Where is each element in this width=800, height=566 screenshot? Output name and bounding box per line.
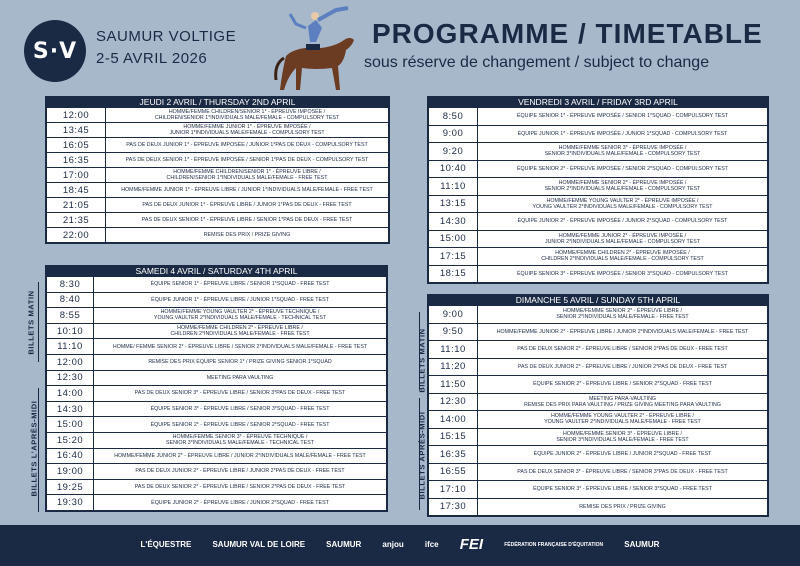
schedule-description — [106, 228, 388, 242]
schedule-time: 8:55 — [47, 308, 93, 323]
description-line: ÉQUIPE SENIOR 3* - ÉPREUVE LIBRE / SENIOR 3*SQUAD - FREE TEST — [150, 406, 330, 412]
event-logo: S·V — [24, 20, 86, 82]
day-title: JEUDI 2 AVRIL / THURSDAY 2ND APRIL — [139, 97, 296, 107]
schedule-description — [478, 446, 767, 463]
schedule-rows — [47, 277, 386, 510]
description-line: PAS DE DEUX SENIOR 1* - ÉPREUVE LIBRE / SENIOR 1*PAS DE DEUX - FREE TEST — [141, 216, 353, 223]
schedule-time: 12:30 — [47, 371, 93, 386]
schedule-row — [429, 143, 767, 160]
schedule-time: 19:30 — [47, 495, 93, 510]
side-label-afternoon: BILLETS L'APRÈS-MIDI — [29, 400, 39, 497]
schedule-description — [94, 293, 386, 308]
description-line: PAS DE DEUX JUNIOR 1* - ÉPREUVE IMPOSÉE / JUNIOR 1*PAS DE DEUX - COMPULSORY TEST — [126, 141, 368, 148]
description-line: JUNIOR 1*INDIVIDUALS MALE/FEMALE - COMPULSORY TEST — [169, 130, 325, 136]
schedule-description — [478, 143, 767, 160]
schedule-time: 10:10 — [47, 324, 93, 339]
schedule-description — [94, 308, 386, 323]
description-line: REMISE DES PRIX / PRIZE GIVING — [579, 503, 666, 510]
schedule-time: 15:15 — [429, 429, 477, 446]
schedule-row — [47, 339, 386, 354]
schedule-time: 15:00 — [47, 417, 93, 432]
schedule-row — [429, 178, 767, 195]
day-panel-sunday — [427, 294, 769, 517]
sponsor-logo: ifce — [424, 540, 439, 550]
schedule-time: 11:10 — [47, 339, 93, 354]
schedule-row — [429, 341, 767, 358]
schedule-row — [47, 198, 388, 212]
schedule-description — [94, 480, 386, 495]
day-panel-saturday — [45, 265, 388, 512]
description-line: ÉQUIPE SENIOR 1* - ÉPREUVE IMPOSÉE / SENIOR 1*SQUAD - COMPULSORY TEST — [516, 113, 729, 120]
description-line: SENIOR 3*INDIVIDUALS MALE/FEMALE - TECHNICAL TEST — [166, 440, 314, 447]
schedule-row — [429, 213, 767, 230]
schedule-description — [94, 464, 386, 479]
schedule-description — [478, 324, 767, 341]
schedule-description — [478, 178, 767, 195]
description-line: ÉQUIPE JUNIOR 2* - ÉPREUVE LIBRE / JUNIOR 2*SQUAD - FREE TEST — [151, 499, 329, 506]
schedule-time: 16:35 — [47, 153, 105, 167]
schedule-row — [429, 266, 767, 283]
description-line: ÉQUIPE JUNIOR 1* - ÉPREUVE LIBRE / JUNIOR 1*SQUAD - FREE TEST — [151, 296, 329, 303]
side-label-afternoon-sunday: BILLETS APRÈS-MIDI — [417, 411, 427, 500]
description-line: SENIOR 2*INDIVIDUALS MALE/FEMALE - COMPULSORY TEST — [544, 186, 701, 193]
description-line: ÉQUIPE JUNIOR 1* - ÉPREUVE IMPOSÉE / JUNIOR 1*SQUAD - COMPULSORY TEST — [517, 130, 728, 137]
schedule-time: 10:40 — [429, 161, 477, 178]
description-line: JUNIOR 2*INDIVIDUALS MALE/FEMALE - COMPULSORY TEST — [544, 238, 701, 245]
schedule-row — [429, 248, 767, 265]
description-line: PAS DE DEUX JUNIOR 2* - ÉPREUVE LIBRE / JUNIOR 2*PAS DE DEUX - FREE TEST — [517, 363, 728, 370]
description-line: PAS DE DEUX SENIOR 1* - ÉPREUVE IMPOSÉE / SENIOR 1*PAS DE DEUX - COMPULSORY TEST — [125, 156, 369, 163]
schedule-row — [47, 402, 386, 417]
description-line: SENIOR 2*INDIVIDUALS MALE/FEMALE - FREE TEST — [556, 314, 689, 321]
schedule-time: 12:00 — [47, 108, 105, 122]
schedule-row — [429, 499, 767, 516]
description-line: HOMME/FEMME YOUNG VAULTER 2* - ÉPREUVE TECHNIQUE / — [160, 309, 320, 316]
schedule-description — [106, 123, 388, 137]
schedule-time: 16:35 — [429, 446, 477, 463]
schedule-row — [429, 429, 767, 446]
schedule-time: 18:15 — [429, 266, 477, 283]
description-line: HOMME/FEMME CHILDREN/SENIOR 1* - ÉPREUVE IMPOSÉE / — [168, 108, 326, 115]
schedule-time: 16:55 — [429, 464, 477, 481]
description-line: HOMME/FEMME JUNIOR 1* - ÉPREUVE IMPOSÉE / — [183, 123, 311, 130]
schedule-row — [47, 495, 386, 510]
schedule-row — [47, 324, 386, 339]
description-line: HOMME/FEMME JUNIOR 1* - ÉPREUVE LIBRE / JUNIOR 1*INDIVIDUALS MALE/FEMALE - FREE TEST — [121, 186, 373, 193]
sponsor-logo: SAUMUR — [624, 540, 660, 550]
schedule-description — [94, 495, 386, 510]
sponsor-footer — [0, 525, 800, 566]
schedule-description — [478, 341, 767, 358]
schedule-row — [429, 376, 767, 393]
description-line: ÉQUIPE SENIOR 3* - ÉPREUVE LIBRE / SENIOR 3*SQUAD - FREE TEST — [533, 486, 712, 493]
schedule-row — [429, 324, 767, 341]
description-line: SENIOR 3*INDIVIDUALS MALE/FEMALE - COMPULSORY TEST — [544, 151, 701, 158]
schedule-description — [478, 161, 767, 178]
schedule-time: 9:00 — [429, 126, 477, 143]
description-line: HOMME/FEMME YOUNG VAULTER 2* - ÉPREUVE LIBRE / — [550, 413, 695, 420]
schedule-description — [478, 499, 767, 516]
description-line: CHILDREN/SENIOR 1*INDIVIDUALS MALE/FEMALE - FREE TEST — [166, 175, 328, 181]
schedule-row — [47, 449, 386, 464]
schedule-row — [429, 481, 767, 498]
day-panel-thursday — [45, 96, 390, 244]
schedule-time: 14:30 — [47, 402, 93, 417]
sponsor-logo: FÉDÉRATION FRANÇAISE D'ÉQUITATION — [504, 541, 604, 548]
description-line: MEETING PARA VAULTING — [206, 374, 274, 381]
description-line: CHILDREN 2*INDIVIDUALS MALE/FEMALE - COMPULSORY TEST — [541, 256, 704, 263]
schedule-row — [47, 480, 386, 495]
day-title: VENDREDI 3 AVRIL / FRIDAY 3RD APRIL — [518, 97, 678, 107]
description-line: MEETING PARA-VAULTING — [588, 395, 657, 402]
schedule-time: 11:20 — [429, 359, 477, 376]
schedule-description — [106, 153, 388, 167]
description-line: HOMME/FEMME CHILDREN 2* - ÉPREUVE IMPOSÉE / — [555, 250, 690, 257]
description-line: HOMME/FEMME JUNIOR 2* - ÉPREUVE IMPOSÉE / — [558, 232, 687, 239]
schedule-row — [429, 126, 767, 143]
schedule-time: 11:10 — [429, 178, 477, 195]
description-line: YOUNG VAULTER 2*INDIVIDUALS MALE/FEMALE - COMPULSORY TEST — [532, 203, 713, 210]
schedule-description — [94, 324, 386, 339]
description-line: PAS DE DEUX JUNIOR 2* - ÉPREUVE LIBRE / JUNIOR 2*PAS DE DEUX - FREE TEST — [135, 468, 345, 475]
schedule-row — [429, 108, 767, 125]
header — [0, 0, 800, 92]
sponsor-logo: FEI — [459, 536, 484, 554]
sponsor-logo: anjou — [382, 540, 404, 550]
schedule-row — [429, 161, 767, 178]
schedule-time: 16:40 — [47, 449, 93, 464]
page-title: PROGRAMME / TIMETABLE — [372, 18, 763, 49]
event-dates: 2-5 AVRIL 2026 — [96, 50, 208, 67]
schedule-description — [478, 248, 767, 265]
schedule-row — [429, 359, 767, 376]
day-panel-friday — [427, 96, 769, 284]
description-line: HOMME/FEMME CHILDREN/SENIOR 1* - ÉPREUVE LIBRE / — [173, 168, 321, 175]
schedule-row — [429, 196, 767, 213]
description-line: ÉQUIPE SENIOR 2* - ÉPREUVE IMPOSÉE / SENIOR 2*SQUAD - COMPULSORY TEST — [516, 165, 729, 172]
schedule-row — [429, 464, 767, 481]
schedule-row — [47, 417, 386, 432]
schedule-description — [94, 339, 386, 354]
schedule-rows — [47, 108, 388, 242]
description-line: PAS DE DEUX JUNIOR 1* - ÉPREUVE LIBRE / JUNIOR 1*PAS DE DEUX - FREE TEST — [142, 201, 352, 208]
description-line: HOMME/FEMME SENIOR 2* - ÉPREUVE IMPOSÉE / — [558, 180, 687, 187]
description-line: ÉQUIPE SENIOR 2* - ÉPREUVE LIBRE / SENIOR 2*SQUAD - FREE TEST — [150, 421, 330, 428]
schedule-description — [478, 464, 767, 481]
side-label-morning: BILLETS MATIN — [26, 290, 36, 355]
description-line: REMISE DES PRIX PARA VAULTING / PRIZE GIVING MEETING PARA VAULTING — [524, 401, 721, 408]
schedule-row — [429, 411, 767, 428]
schedule-description — [478, 429, 767, 446]
schedule-description — [478, 411, 767, 428]
schedule-time: 21:35 — [47, 213, 105, 227]
schedule-description — [478, 108, 767, 125]
schedule-description — [106, 183, 388, 197]
schedule-description — [106, 138, 388, 152]
schedule-description — [478, 213, 767, 230]
schedule-time: 14:00 — [429, 411, 477, 428]
description-line: HOMME/FEMME SENIOR 3* - ÉPREUVE TECHNIQUE / — [172, 434, 308, 441]
side-divider — [38, 282, 39, 362]
schedule-row — [47, 138, 388, 152]
description-line: ÉQUIPE SENIOR 1* - ÉPREUVE LIBRE / SENIOR 1*SQUAD - FREE TEST — [150, 281, 330, 288]
schedule-time: 19:25 — [47, 480, 93, 495]
schedule-description — [106, 213, 388, 227]
description-line: HOMME/FEMME SENIOR 3* - ÉPREUVE LIBRE / — [563, 430, 682, 437]
schedule-row — [47, 355, 386, 370]
schedule-time: 17:15 — [429, 248, 477, 265]
schedule-description — [106, 168, 388, 182]
schedule-time: 9:20 — [429, 143, 477, 160]
description-line: PAS DE DEUX SENIOR 3* - ÉPREUVE LIBRE / SENIOR 3*PAS DE DEUX - FREE TEST — [517, 468, 728, 475]
description-line: YOUNG VAULTER 2*INDIVIDUALS MALE/FEMALE - FREE TEST — [544, 419, 701, 426]
description-line: HOMME/FEMME SENIOR 2* - ÉPREUVE LIBRE / — [563, 308, 682, 315]
schedule-rows — [429, 108, 767, 282]
schedule-row — [47, 153, 388, 167]
schedule-description — [94, 402, 386, 417]
sponsor-logo: SAUMUR — [326, 540, 362, 550]
schedule-description — [478, 359, 767, 376]
sponsor-logo: L'ÉQUESTRE — [140, 540, 192, 550]
day-title: SAMEDI 4 AVRIL / SATURDAY 4TH APRIL — [135, 266, 298, 276]
schedule-time: 15:00 — [429, 231, 477, 248]
schedule-time: 9:00 — [429, 306, 477, 323]
event-name: SAUMUR VOLTIGE — [96, 28, 237, 45]
schedule-row — [47, 108, 388, 122]
schedule-description — [94, 371, 386, 386]
schedule-row — [47, 228, 388, 242]
schedule-time: 14:00 — [47, 386, 93, 401]
description-line: HOMME/FEMME SENIOR 3* - ÉPREUVE IMPOSÉE / — [558, 145, 687, 152]
schedule-time: 8:50 — [429, 108, 477, 125]
schedule-time: 17:10 — [429, 481, 477, 498]
page-subtitle: sous réserve de changement / subject to change — [364, 54, 710, 71]
schedule-time: 12:00 — [47, 355, 93, 370]
description-line: ÉQUIPE SENIOR 2* - ÉPREUVE LIBRE / SENIOR 2*SQUAD - FREE TEST — [533, 381, 712, 388]
schedule-row — [47, 123, 388, 137]
schedule-row — [47, 183, 388, 197]
schedule-row — [429, 306, 767, 323]
schedule-description — [478, 306, 767, 323]
schedule-time: 18:45 — [47, 183, 105, 197]
schedule-time: 17:30 — [429, 499, 477, 516]
schedule-description — [94, 417, 386, 432]
schedule-time: 12:30 — [429, 394, 477, 411]
schedule-rows — [429, 306, 767, 515]
schedule-row — [429, 231, 767, 248]
schedule-description — [478, 394, 767, 411]
schedule-row — [47, 464, 386, 479]
description-line: ÉQUIPE SENIOR 3* - ÉPREUVE IMPOSÉE / SENIOR 3*SQUAD - COMPULSORY TEST — [516, 270, 729, 277]
schedule-row — [47, 293, 386, 308]
description-line: HOMME/FEMME JUNIOR 2* - ÉPREUVE LIBRE / JUNIOR 2*INDIVIDUALS MALE/FEMALE - FREE TEST — [496, 328, 749, 335]
description-line: CHILDREN 2*INDIVIDUALS MALE/FEMALE - FREE TEST — [170, 331, 310, 338]
schedule-row — [47, 386, 386, 401]
schedule-description — [94, 355, 386, 370]
description-line: PAS DE DEUX SENIOR 2* - ÉPREUVE LIBRE / SENIOR 2*PAS DE DEUX - FREE TEST — [517, 346, 728, 353]
schedule-description — [478, 481, 767, 498]
description-line: YOUNG VAULTER 2*INDIVIDUALS MALE/FEMALE - TECHNICAL TEST — [153, 315, 327, 322]
schedule-time: 19:00 — [47, 464, 93, 479]
schedule-description — [94, 386, 386, 401]
schedule-row — [47, 213, 388, 227]
schedule-time: 8:40 — [47, 293, 93, 308]
schedule-row — [47, 277, 386, 292]
side-label-morning-sunday: BILLETS MATIN — [417, 328, 427, 393]
schedule-row — [47, 308, 386, 323]
description-line: ÉQUIPE JUNIOR 2* - ÉPREUVE LIBRE / JUNIOR 2*SQUAD - FREE TEST — [533, 451, 712, 458]
schedule-time: 11:10 — [429, 341, 477, 358]
schedule-time: 22:00 — [47, 228, 105, 242]
description-line: PAS DE DEUX SENIOR 3* - ÉPREUVE LIBRE / SENIOR 3*PAS DE DEUX - FREE TEST — [134, 390, 346, 397]
description-line: HOMME/FEMME JUNIOR 2* - ÉPREUVE LIBRE / JUNIOR 2*INDIVIDUALS MALE/FEMALE - FREE TEST — [114, 452, 366, 459]
description-line: HOMME/ FEMME SENIOR 2* - ÉPREUVE LIBRE / SENIOR 2*INDIVIDUALS MALE/FEMALE - FREE TEST — [112, 343, 368, 350]
description-line: REMISE DES PRIX ÉQUIPE SENIOR 1* / PRIZE GIVING SENIOR 1*SQUAD — [148, 359, 332, 366]
description-line: CHILDREN/SENIOR 1*INDIVIDUALS MALE/FEMALE - COMPULSORY TEST — [154, 115, 340, 121]
schedule-description — [106, 198, 388, 212]
schedule-row — [429, 446, 767, 463]
schedule-time: 11:50 — [429, 376, 477, 393]
description-line: PAS DE DEUX SENIOR 2* - ÉPREUVE LIBRE / SENIOR 2*PAS DE DEUX - FREE TEST — [134, 483, 346, 490]
description-line: ÉQUIPE JUNIOR 2* - ÉPREUVE IMPOSÉE / JUNIOR 2*SQUAD - COMPULSORY TEST — [517, 218, 728, 225]
schedule-description — [478, 376, 767, 393]
schedule-row — [47, 168, 388, 182]
schedule-time: 21:05 — [47, 198, 105, 212]
schedule-description — [478, 126, 767, 143]
schedule-time: 13:45 — [47, 123, 105, 137]
day-title: DIMANCHE 5 AVRIL / SUNDAY 5TH APRIL — [515, 295, 681, 305]
description-line: REMISE DES PRIX / PRIZE GIVING — [203, 231, 291, 238]
schedule-time: 16:05 — [47, 138, 105, 152]
schedule-description — [94, 433, 386, 448]
horse-vaulter-illustration — [266, 6, 366, 92]
schedule-time: 17:00 — [47, 168, 105, 182]
schedule-description — [94, 277, 386, 292]
schedule-description — [478, 231, 767, 248]
schedule-description — [478, 196, 767, 213]
schedule-description — [478, 266, 767, 283]
description-line: HOMME/FEMME YOUNG VAULTER 2* - ÉPREUVE IMPOSÉE / — [546, 197, 699, 204]
description-line: HOMME/FEMME CHILDREN 2* - ÉPREUVE LIBRE / — [177, 325, 303, 331]
schedule-row — [47, 433, 386, 448]
schedule-time: 8:30 — [47, 277, 93, 292]
schedule-row — [47, 371, 386, 386]
sponsor-logo: SAUMUR VAL DE LOIRE — [212, 540, 306, 550]
schedule-row — [429, 394, 767, 411]
schedule-time: 9:50 — [429, 324, 477, 341]
schedule-time: 15:20 — [47, 433, 93, 448]
schedule-time: 14:30 — [429, 213, 477, 230]
schedule-description — [94, 449, 386, 464]
schedule-time: 13:15 — [429, 196, 477, 213]
schedule-description — [106, 108, 388, 122]
description-line: SENIOR 3*INDIVIDUALS MALE/FEMALE - FREE TEST — [556, 436, 689, 443]
